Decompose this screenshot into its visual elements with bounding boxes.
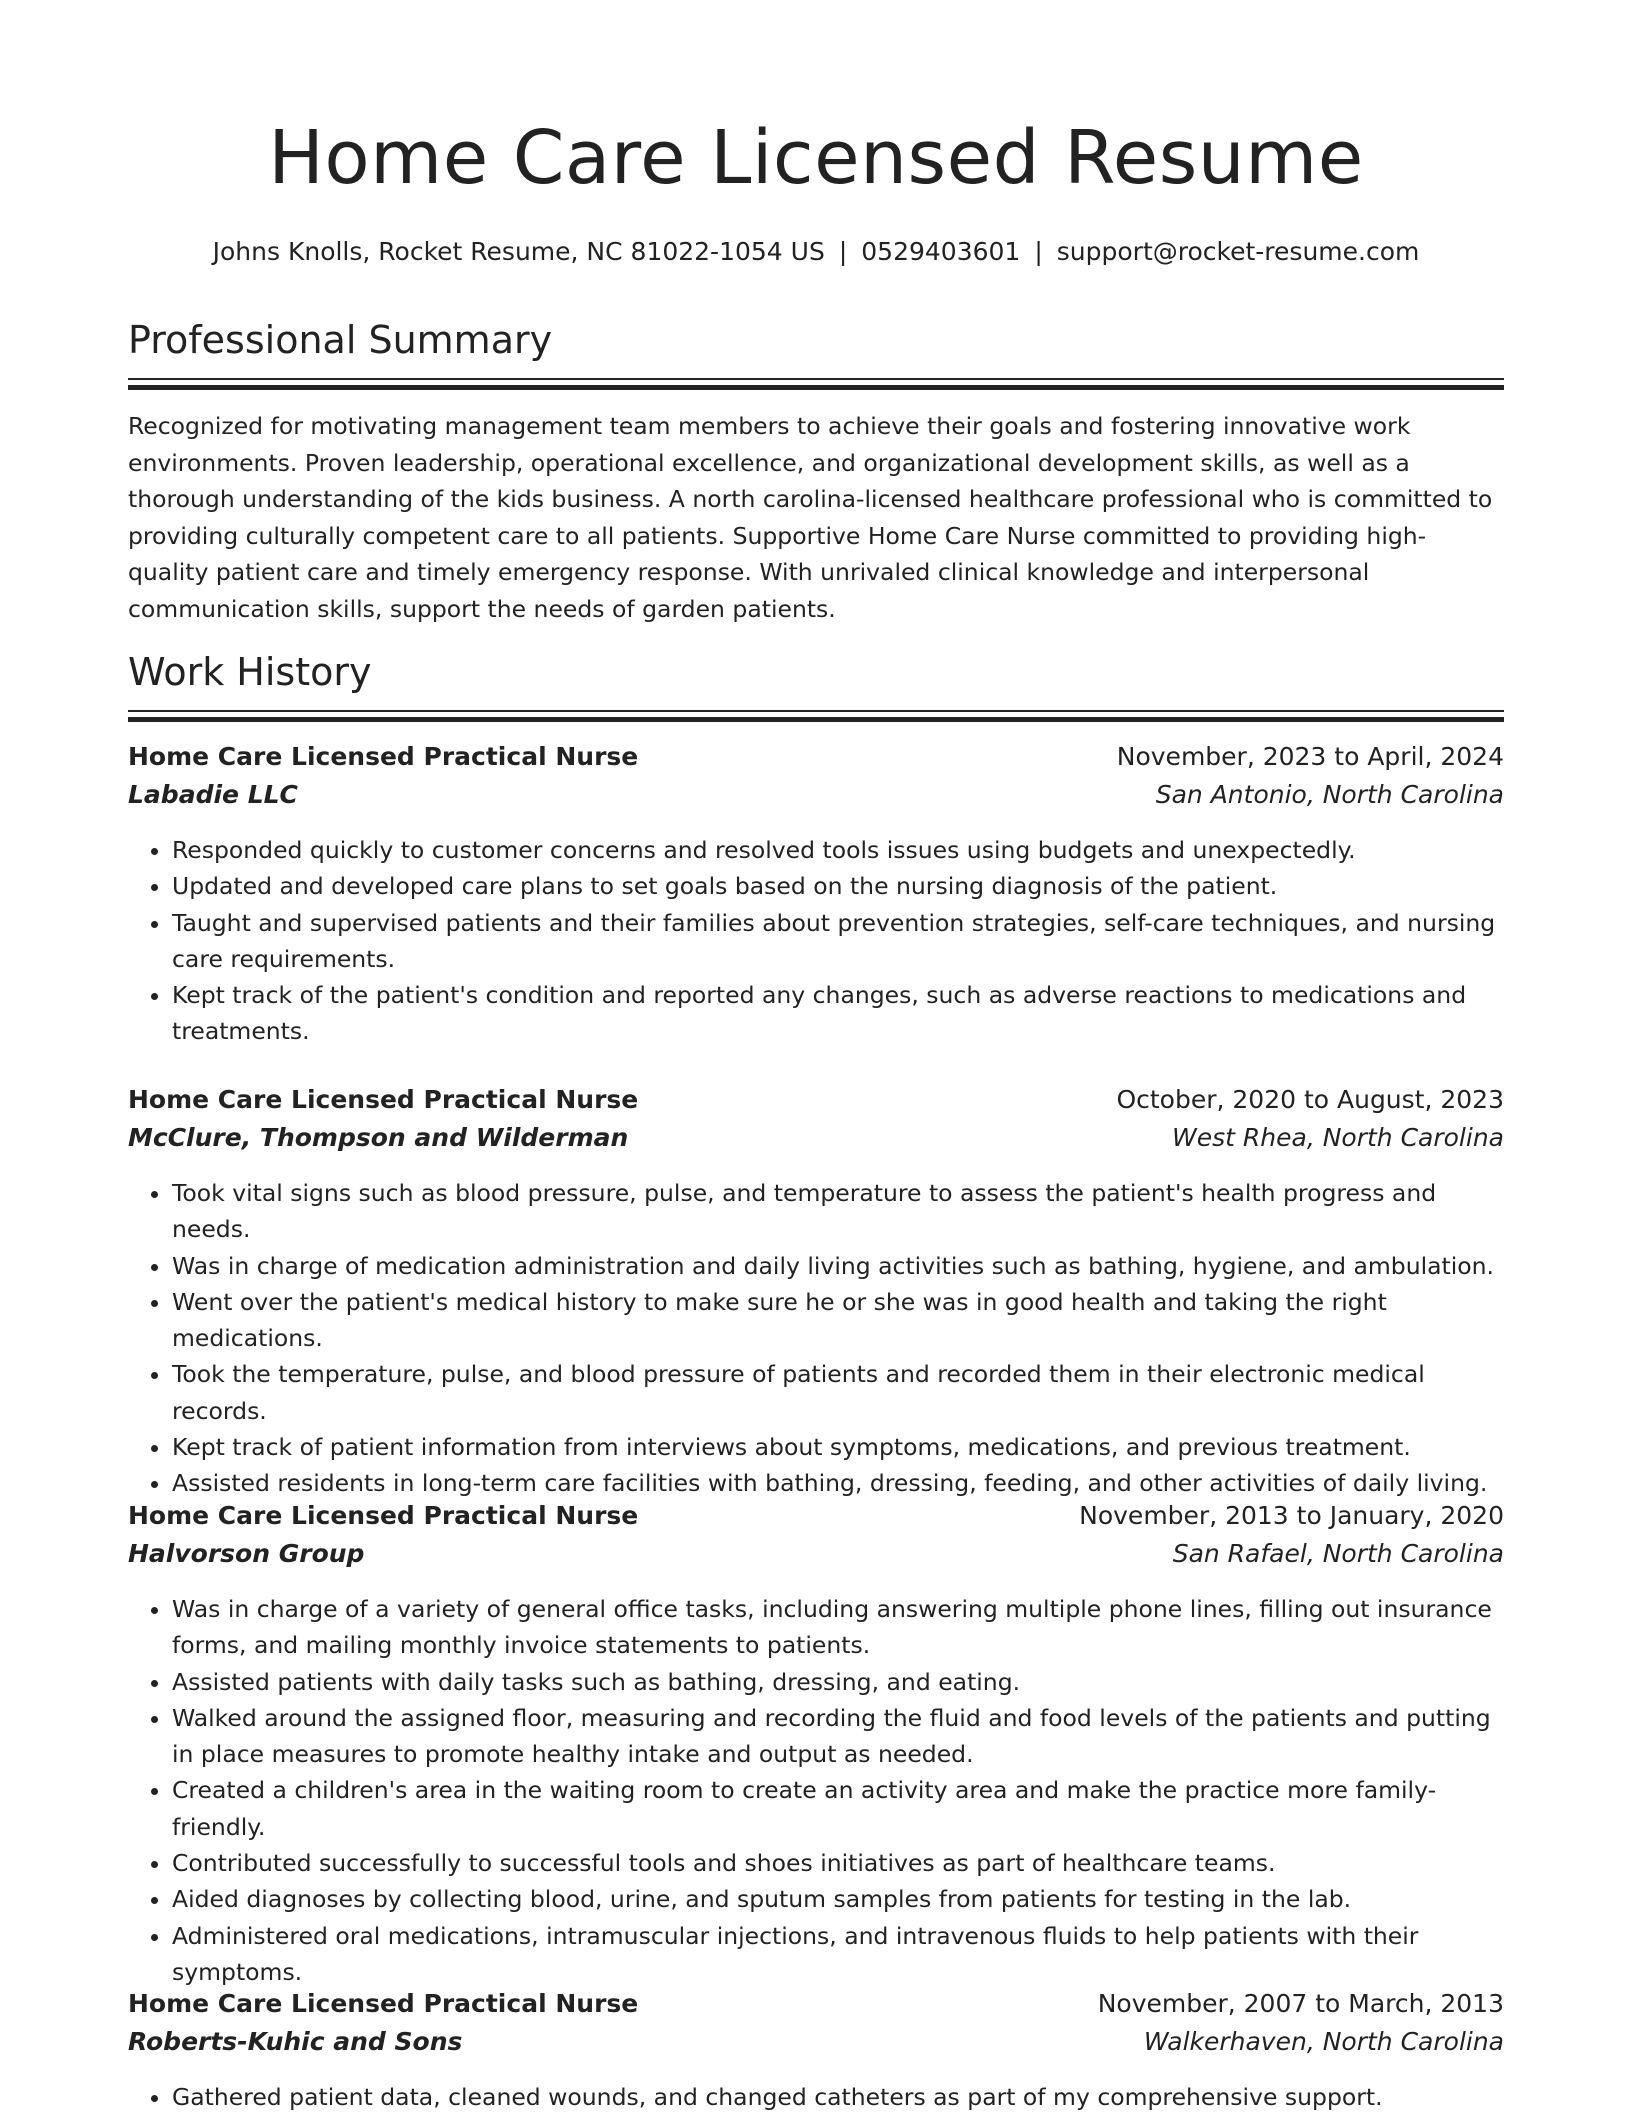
contact-email: support@rocket-resume.com bbox=[1056, 237, 1420, 266]
job-bullet: • Was in charge of a variety of general office tasks, including answering multiple phone lines, filling out insurance forms, and mailing monthly invoice statements to patients. bbox=[172, 1591, 1504, 1664]
section-title-work-history: Work History bbox=[128, 650, 372, 694]
job-bullet: • Responded quickly to customer concerns and resolved tools issues using budgets and unexpectedly. bbox=[172, 832, 1504, 868]
job-entry bbox=[128, 1501, 1504, 1990]
contact-separator: | bbox=[1034, 237, 1043, 266]
job-bullets bbox=[128, 2079, 1504, 2115]
contact-address: Johns Knolls, Rocket Resume, NC 81022-1054 US bbox=[212, 237, 825, 266]
job-title: Home Care Licensed Practical Nurse bbox=[128, 1085, 639, 1114]
job-company: Labadie LLC bbox=[128, 780, 298, 809]
job-bullet: • Administered oral medications, intramuscular injections, and intravenous fluids to help patients with their symptoms. bbox=[172, 1918, 1504, 1991]
job-bullet: • Kept track of patient information from interviews about symptoms, medications, and previous treatment. bbox=[172, 1429, 1504, 1465]
job-company: McClure, Thompson and Wilderman bbox=[128, 1123, 629, 1152]
job-bullet: • Walked around the assigned floor, measuring and recording the fluid and food levels of the patients and putting in place measures to promote healthy intake and output as needed. bbox=[172, 1700, 1504, 1773]
job-bullet: • Gathered patient data, cleaned wounds, and changed catheters as part of my comprehensive support. bbox=[172, 2079, 1504, 2115]
job-bullet: • Aided diagnoses by collecting blood, urine, and sputum samples from patients for testing in the lab. bbox=[172, 1881, 1504, 1917]
job-entry bbox=[128, 1085, 1504, 1502]
job-location: San Rafael, North Carolina bbox=[1172, 1539, 1504, 1568]
job-bullet: • Contributed successfully to successful tools and shoes initiatives as part of healthcare teams. bbox=[172, 1845, 1504, 1881]
job-title: Home Care Licensed Practical Nurse bbox=[128, 1501, 639, 1530]
job-location: West Rhea, North Carolina bbox=[1172, 1123, 1504, 1152]
job-title: Home Care Licensed Practical Nurse bbox=[128, 1989, 639, 2018]
section-divider bbox=[128, 710, 1504, 720]
job-title: Home Care Licensed Practical Nurse bbox=[128, 742, 639, 771]
job-bullet: • Assisted patients with daily tasks such as bathing, dressing, and eating. bbox=[172, 1664, 1504, 1700]
summary-text: Recognized for motivating management team members to achieve their goals and fostering innovative work environments. Proven leadership, operational excellence, and organizational development skills, as well as a thorough understanding of the kids business. A north carolina-licensed healthcare professional who is committed to providing culturally competent care to all patients. Supportive Home Care Nurse committed to providing high-quality patient care and timely emergency response. With unrivaled clinical knowledge and interpersonal communication skills, support the needs of garden patients. bbox=[128, 412, 1493, 623]
section-title-summary: Professional Summary bbox=[128, 318, 553, 362]
job-bullets bbox=[128, 832, 1504, 1050]
job-dates: November, 2013 to January, 2020 bbox=[1079, 1501, 1504, 1530]
job-company: Halvorson Group bbox=[128, 1539, 365, 1568]
job-location: San Antonio, North Carolina bbox=[1155, 780, 1504, 809]
job-bullet: • Took the temperature, pulse, and blood pressure of patients and recorded them in their electronic medical records. bbox=[172, 1356, 1504, 1429]
job-bullet: • Taught and supervised patients and their families about prevention strategies, self-care techniques, and nursing care requirements. bbox=[172, 905, 1504, 978]
job-bullet: • Kept track of the patient's condition and reported any changes, such as adverse reactions to medications and treatments. bbox=[172, 977, 1504, 1050]
job-dates: October, 2020 to August, 2023 bbox=[1116, 1085, 1504, 1114]
job-bullet: • Went over the patient's medical history to make sure he or she was in good health and taking the right medications. bbox=[172, 1284, 1504, 1357]
contact-phone: 0529403601 bbox=[861, 237, 1021, 266]
job-bullets bbox=[128, 1591, 1504, 1990]
contact-separator: | bbox=[838, 237, 848, 266]
job-dates: November, 2023 to April, 2024 bbox=[1116, 742, 1504, 771]
job-dates: November, 2007 to March, 2013 bbox=[1097, 1989, 1504, 2018]
job-bullet: • Updated and developed care plans to set goals based on the nursing diagnosis of the patient. bbox=[172, 868, 1504, 904]
document-title: Home Care Licensed Resume bbox=[268, 115, 1364, 201]
job-bullets bbox=[128, 1175, 1504, 1502]
job-location: Walkerhaven, North Carolina bbox=[1143, 2027, 1504, 2056]
contact-line bbox=[128, 236, 1504, 269]
job-entry bbox=[128, 1989, 1504, 2115]
job-bullet: • Created a children's area in the waiting room to create an activity area and make the practice more family-friendly. bbox=[172, 1772, 1504, 1845]
job-bullet: • Was in charge of medication administration and daily living activities such as bathing, hygiene, and ambulation. bbox=[172, 1248, 1504, 1284]
job-entry bbox=[128, 742, 1504, 1050]
job-bullet: • Assisted residents in long-term care facilities with bathing, dressing, feeding, and other activities of daily living. bbox=[172, 1465, 1504, 1501]
job-bullet: • Took vital signs such as blood pressure, pulse, and temperature to assess the patient's health progress and needs. bbox=[172, 1175, 1504, 1248]
section-divider bbox=[128, 378, 1504, 388]
job-company: Roberts-Kuhic and Sons bbox=[128, 2027, 463, 2056]
